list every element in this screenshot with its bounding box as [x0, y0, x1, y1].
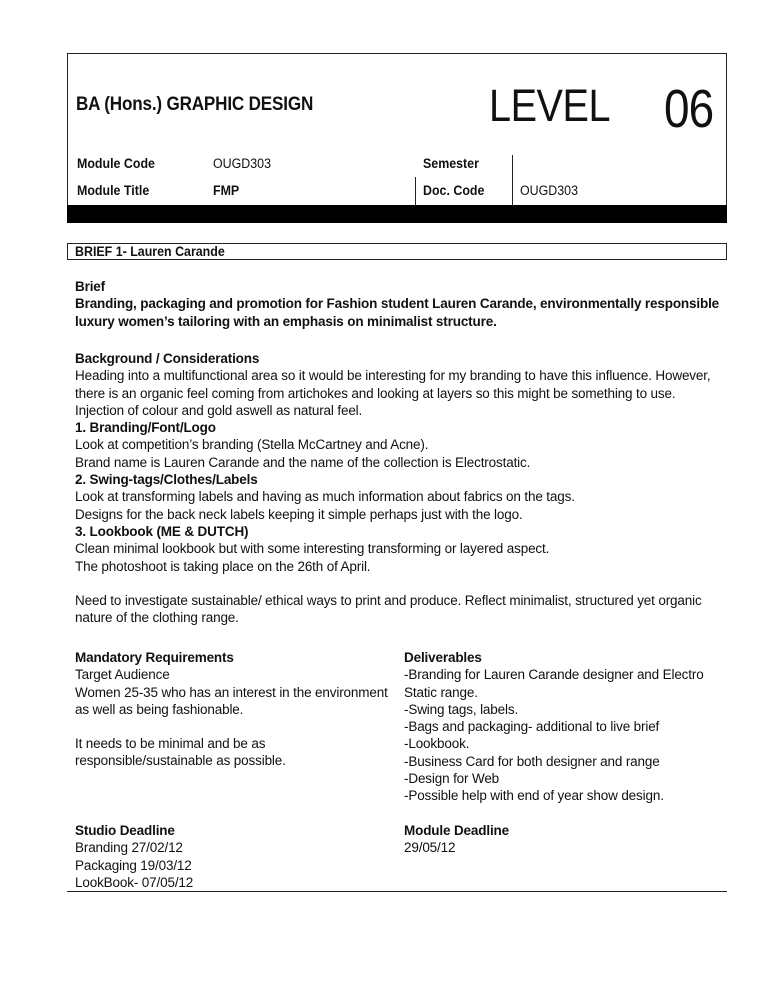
module-code-value: OUGD303	[213, 156, 271, 171]
doc-code-divider	[415, 177, 416, 205]
section-heading-lookbook: 3. Lookbook (ME & DUTCH)	[75, 523, 249, 539]
mandatory-heading: Mandatory Requirements	[75, 650, 234, 665]
module-title-label: Module Title	[77, 183, 150, 198]
module-deadline-section	[404, 822, 726, 857]
list-item: -Bags and packaging- additional to live brief	[404, 719, 660, 735]
brief-text: Branding, packaging and promotion for Fashion student Lauren Carande, environmentally responsible luxury women’s tailoring with an emphasis on minimalist structure.	[75, 296, 720, 329]
list-item: -Lookbook.	[404, 736, 470, 752]
list-item: Branding 27/02/12	[75, 840, 183, 856]
mandatory-note: It needs to be minimal and be as responsible/sustainable as possible.	[75, 736, 286, 769]
list-item: -Business Card for both designer and range	[404, 753, 660, 769]
header-frame	[67, 53, 727, 223]
list-item: -Design for Web	[404, 771, 500, 787]
semester-divider	[512, 155, 513, 205]
bottom-rule	[67, 891, 727, 892]
mandatory-section	[75, 649, 391, 770]
background-text: Heading into a multifunctional area so it would be interesting for my branding to have this influence. However, there is an organic feel coming from artichokes and looking at layers so this might be something to use. Injection of colour and gold aswell as natural feel.	[75, 368, 711, 418]
brief-section	[75, 278, 723, 330]
list-item: -Branding for Lauren Carande designer and Electro Static range.	[404, 667, 704, 700]
section-heading-swing-tags: 2. Swing-tags/Clothes/Labels	[75, 472, 258, 488]
header-black-bar	[67, 205, 727, 223]
section-line: Designs for the back neck labels keeping it simple perhaps just with the logo.	[75, 506, 523, 522]
deliverables-section	[404, 649, 726, 805]
doc-code-label: Doc. Code	[423, 183, 485, 198]
target-audience-label: Target Audience	[75, 667, 170, 683]
deliverables-heading: Deliverables	[404, 650, 482, 665]
section-heading-branding: 1. Branding/Font/Logo	[75, 420, 216, 436]
list-item: Packaging 19/03/12	[75, 857, 192, 873]
module-code-label: Module Code	[77, 156, 155, 171]
brief-title: BRIEF 1- Lauren Carande	[75, 244, 225, 259]
section-line: Brand name is Lauren Carande and the name of the collection is Electrostatic.	[75, 454, 531, 470]
target-audience-text: Women 25-35 who has an interest in the environment as well as being fashionable.	[75, 684, 388, 717]
course-title: BA (Hons.) GRAPHIC DESIGN	[76, 94, 314, 115]
semester-label: Semester	[423, 156, 479, 171]
studio-deadline-heading: Studio Deadline	[75, 823, 175, 838]
list-item: -Possible help with end of year show design.	[404, 788, 664, 804]
closing-text: Need to investigate sustainable/ ethical ways to print and produce. Reflect minimalist, structured yet organic nature of the clothing range.	[75, 592, 702, 626]
section-line: The photoshoot is taking place on the 26th of April.	[75, 558, 371, 574]
background-heading: Background / Considerations	[75, 351, 260, 366]
level-label: LEVEL	[489, 80, 611, 131]
list-item: -Swing tags, labels.	[404, 701, 519, 717]
section-line: Clean minimal lookbook but with some interesting transforming or layered aspect.	[75, 541, 550, 557]
section-line: Look at transforming labels and having as much information about fabrics on the tags.	[75, 489, 575, 505]
module-deadline-heading: Module Deadline	[404, 823, 510, 838]
brief-heading: Brief	[75, 279, 106, 294]
doc-code-value: OUGD303	[520, 183, 578, 198]
module-title-value: FMP	[213, 183, 240, 198]
level-number: 06	[664, 79, 714, 139]
studio-deadline-section	[75, 822, 391, 891]
module-deadline-value: 29/05/12	[404, 840, 456, 856]
background-section	[75, 350, 723, 626]
list-item: LookBook- 07/05/12	[75, 874, 194, 890]
section-line: Look at competition’s branding (Stella McCartney and Acne).	[75, 437, 429, 453]
